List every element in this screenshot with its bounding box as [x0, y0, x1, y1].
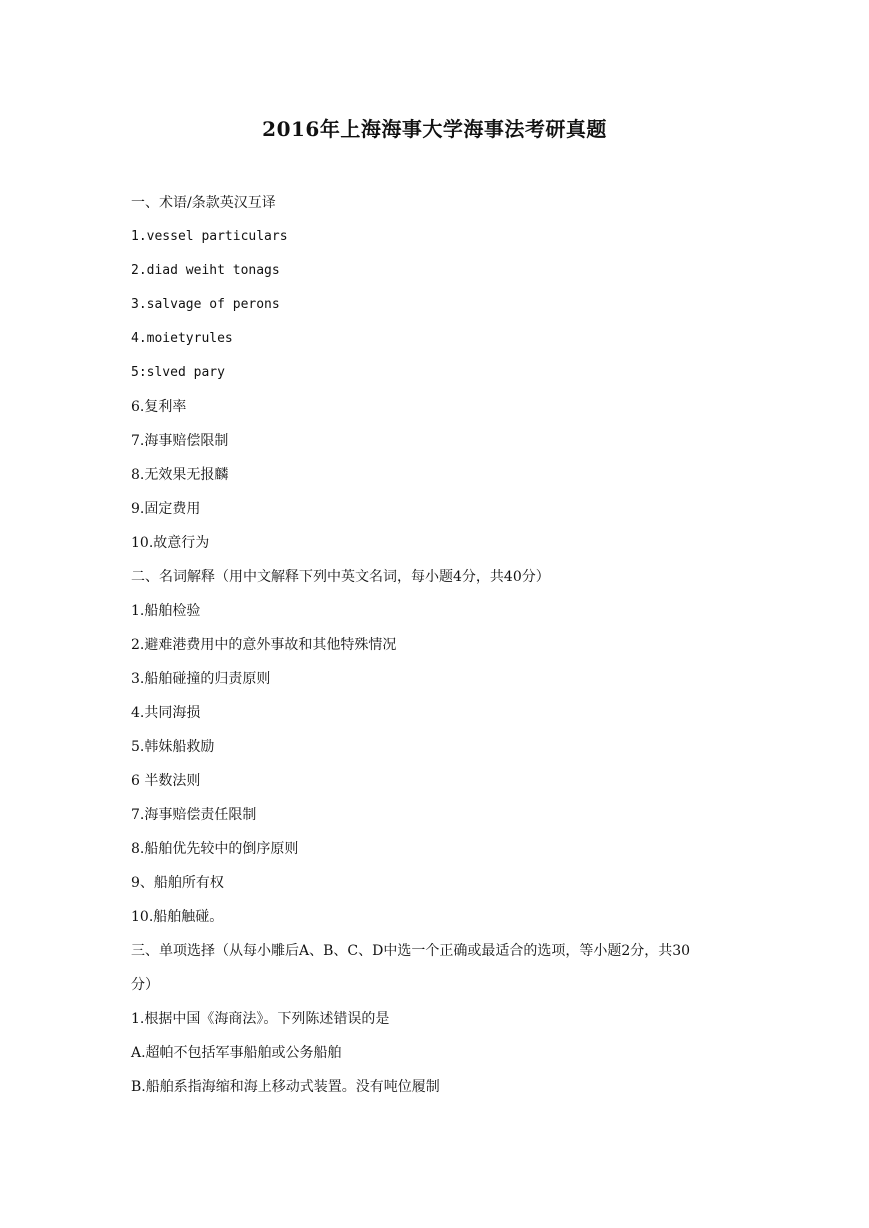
term-item: 8.无效果无报麟 [131, 467, 229, 483]
document-title: 2016年上海海事大学海事法考研真题 [262, 117, 607, 141]
definition-item: 6 半数法则 [131, 773, 201, 789]
term-item: 3.salvage of perons [131, 297, 280, 312]
term-item: 10.故意行为 [131, 535, 210, 551]
term-item: 4.moietyrules [131, 331, 233, 346]
section-heading-1: 一、术语/条款英汉互译 [131, 195, 276, 211]
term-item: 1.vessel particulars [131, 229, 288, 244]
definition-item: 10.船舶触碰。 [131, 909, 224, 925]
definition-item: 3.船舶碰撞的归责原则 [131, 671, 271, 687]
term-item: 7.海事赔偿限制 [131, 433, 229, 449]
question-stem: 1.根据中国《海商法》。下列陈述错误的是 [131, 1011, 390, 1027]
definition-item: 1.船舶检验 [131, 603, 201, 619]
definition-item: 5.韩妹船救励 [131, 739, 215, 755]
document-body [131, 186, 751, 1104]
term-item: 5:slved pary [131, 365, 225, 380]
term-item: 9.固定费用 [131, 501, 201, 517]
answer-option-a: A.超帕不包括军事船舶或公务船舶 [131, 1045, 342, 1061]
term-item: 6.复利率 [131, 399, 187, 415]
term-item: 2.diad weiht tonags [131, 263, 280, 278]
definition-item: 7.海事赔偿责任限制 [131, 807, 257, 823]
section-heading-3: 三、单项选择（从每小雕后A、B、C、D中选一个正确或最适合的选项，等小题2分，共30 [131, 943, 691, 959]
answer-option-b: B.船舶系指海缩和海上移动式装置。没有吨位履制 [131, 1079, 440, 1095]
definition-item: 9、船舶所有权 [131, 875, 224, 891]
section-heading-2: 二、名词解释（用中文解释下列中英文名词，每小题4分，共40分） [131, 569, 550, 585]
section-heading-3-continued: 分） [131, 977, 159, 993]
definition-item: 2.避难港费用中的意外事故和其他特殊情况 [131, 637, 397, 653]
definition-item: 4.共同海损 [131, 705, 201, 721]
definition-item: 8.船舶优先较中的倒序原则 [131, 841, 299, 857]
